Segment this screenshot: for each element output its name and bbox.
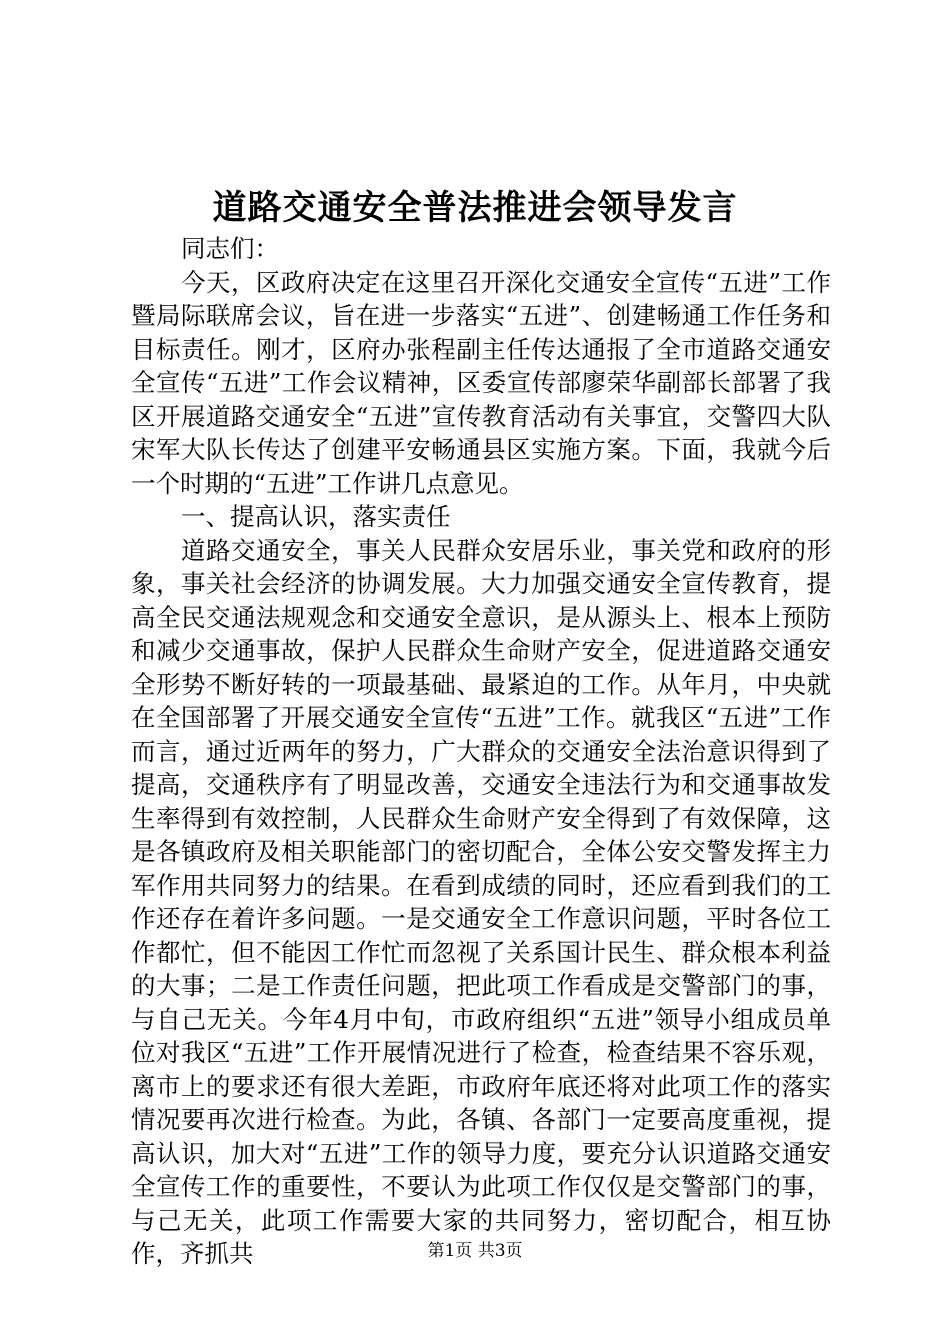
paragraph-intro: 今天，区政府决定在这里召开深化交通安全宣传“五进”工作暨局际联席会议，旨在进一步落实“五进”、创建畅通工作任务和目标责任。刚才，区府办张程副主任传达通报了全市道路交通安全宣传“五进”工作会议精神，区委宣传部廖荣华副部长部署了我区开展道路交通安全“五进”宣传教育活动有关事宜，交警四大队宋军大队长传达了创建平安畅通县区实施方案。下面，我就今后一个时期的“五进”工作讲几点意见。	[131, 267, 831, 498]
salutation: 同志们：	[181, 234, 279, 263]
section-heading: 一、提高认识，落实责任	[181, 502, 451, 531]
paragraph-body: 道路交通安全，事关人民群众安居乐业，事关党和政府的形象，事关社会经济的协调发展。大力加强交通安全宣传教育，提高全民交通法规观念和交通安全意识，是从源头上、根本上预防和减少交通事故，保护人民群众生命财产安全，促进道路交通安全形势不断好转的一项最基础、最紧迫的工作。从年月，中央就在全国部署了开展交通安全宣传“五进”工作。就我区“五进”工作而言，通过近两年的努力，广大群众的交通安全法治意识得到了提高，交通秩序有了明显改善，交通安全违法行为和交通事故发生率得到有效控制，人民群众生命财产安全得到了有效保障，这是各镇政府及相关职能部门的密切配合，全体公安交警发挥主力军作用共同努力的结果。在看到成绩的同时，还应看到我们的工作还存在着许多问题。一是交通安全工作意识问题，平时各位工作都忙，但不能因工作忙而忽视了关系国计民生、群众根本利益的大事；二是工作责任问题，把此项工作看成是交警部门的事，与自己无关。今年4月中旬，市政府组织“五进”领导小组成员单位对我区“五进”工作开展情况进行了检查，检查结果不容乐观，离市上的要求还有很大差距，市政府年底还将对此项工作的落实情况要再次进行检查。为此，各镇、各部门一定要高度重视，提高认识，加大对“五进”工作的领导力度，要充分认识道路交通安全宣传工作的重要性，不要认为此项工作仅仅是交警部门的事，与己无关，此项工作需要大家的共同努力，密切配合，相互协作，齐抓共	[131, 535, 831, 1268]
page-footer: 第1页 共3页	[427, 1241, 523, 1261]
document-title: 道路交通安全普法推进会领导发言	[212, 188, 738, 228]
document-body	[131, 232, 831, 1271]
